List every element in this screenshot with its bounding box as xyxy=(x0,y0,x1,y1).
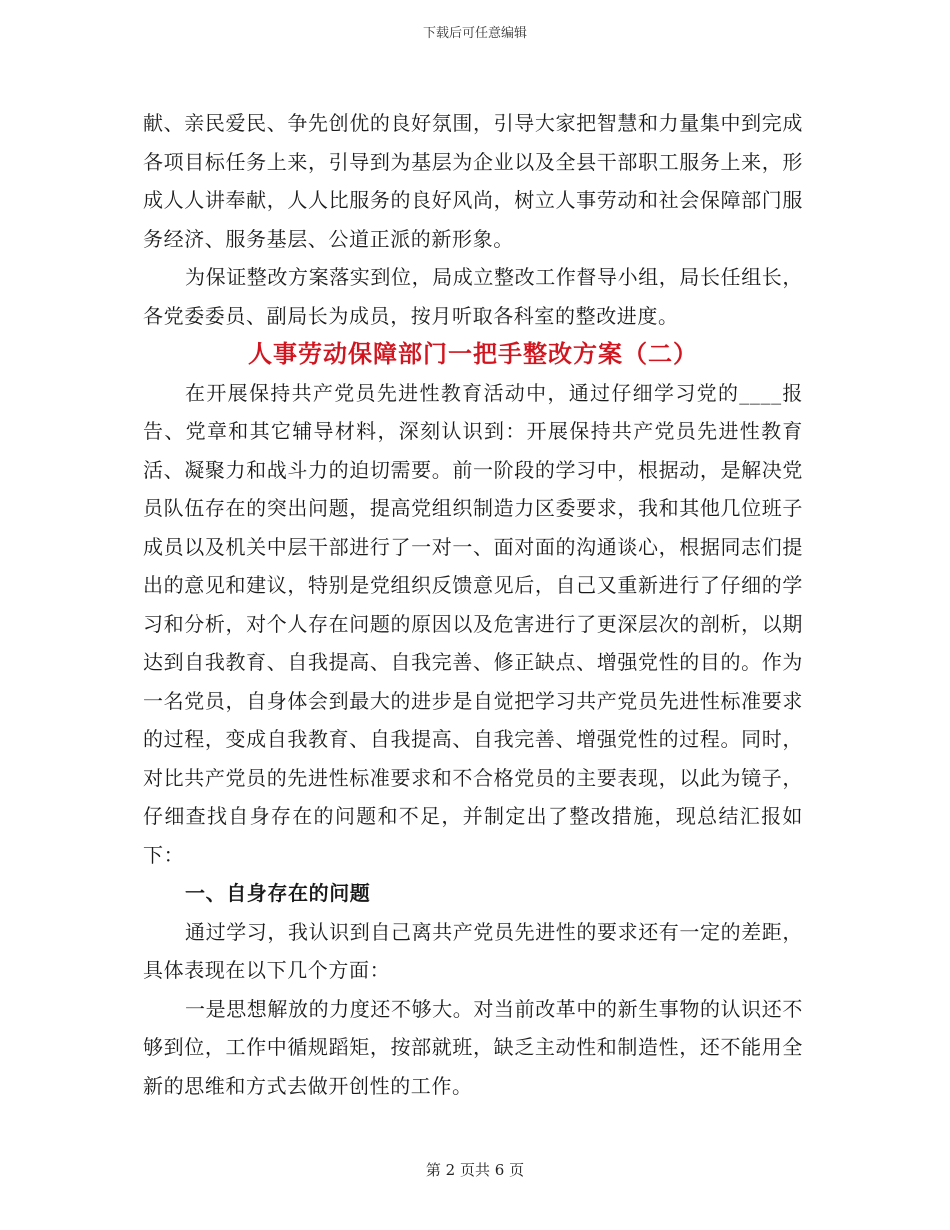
document-title: 人事劳动保障部门一把手整改方案（二） xyxy=(248,339,698,368)
section-heading: 一、自身存在的问题 xyxy=(185,881,371,905)
page-header: 下载后可任意编辑 xyxy=(422,26,527,41)
paragraph-gap: 通过学习，我认识到自己离共产党员先进性的要求还有一定的差距，具体表现在以下几个方面： xyxy=(143,919,803,982)
document-body xyxy=(143,104,803,1105)
paragraph-intro: 在开展保持共产党员先进性教育活动中，通过仔细学习党的____报告、党章和其它辅导材料，深刻认识到：开展保持共产党员先进性教育活、凝聚力和战斗力的迫切需要。前一阶段的学习中，根据动，是解决党员队伍存在的突出问题，提高党组织制造力区委要求，我和其他几位班子成员以及机关中层干部进行了一对一、面对面的沟通谈心，根据同志们提出的意见和建议，特别是党组织反馈意见后，自己又重新进行了仔细的学习和分析，对个人存在问题的原因以及危害进行了更深层次的剖析，以期达到自我教育、自我提高、自我完善、修正缺点、增强党性的目的。作为一名党员，自身体会到最大的进步是自觉把学习共产党员先进性标准要求的过程，变成自我教育、自我提高、自我完善、增强党性的过程。同时，对比共产党员的先进性标准要求和不合格党员的主要表现，以此为镜子，仔细查找自身存在的问题和不足，并制定出了整改措施，现总结汇报如下： xyxy=(143,380,803,867)
paragraph-continued: 献、亲民爱民、争先创优的良好氛围，引导大家把智慧和力量集中到完成各项目标任务上来，引导到为基层为企业以及全县干部职工服务上来，形成人人讲奉献，人人比服务的良好风尚，树立人事劳动和社会保障部门服务经济、服务基层、公道正派的新形象。 xyxy=(143,111,803,251)
paragraph-supervision: 为保证整改方案落实到位，局成立整改工作督导小组，局长任组长，各党委委员、副局长为成员，按月听取各科室的整改进度。 xyxy=(143,265,803,328)
paragraph-point-one: 一是思想解放的力度还不够大。对当前改革中的新生事物的认识还不够到位，工作中循规蹈矩，按部就班，缺乏主动性和制造性，还不能用全新的思维和方式去做开创性的工作。 xyxy=(143,996,803,1098)
page-number: 第 2 页共 6 页 xyxy=(425,1161,525,1179)
